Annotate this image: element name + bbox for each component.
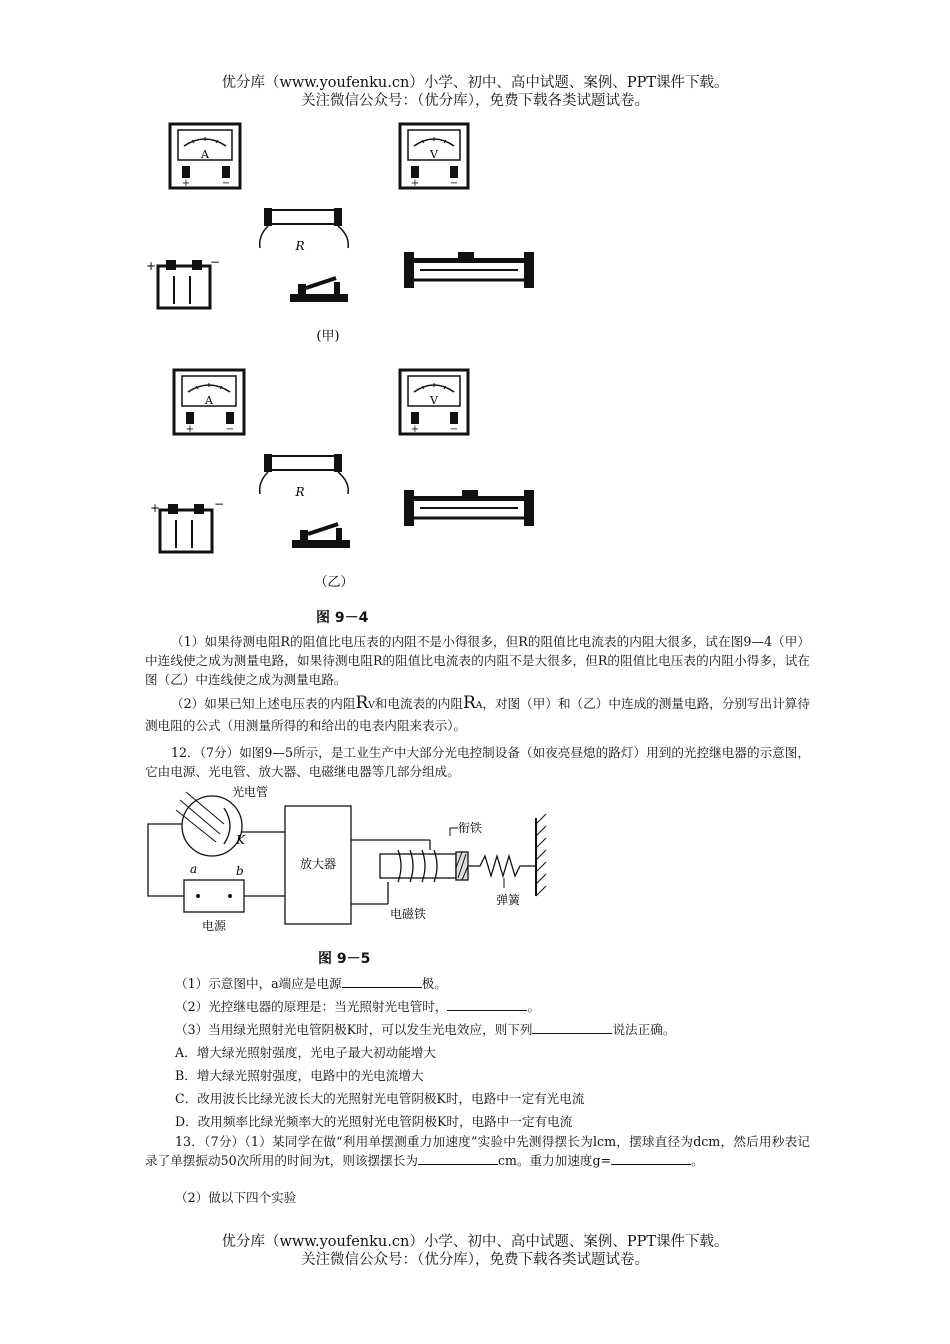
battery-plus: + [150, 501, 161, 515]
answer-blank[interactable] [342, 975, 422, 988]
resistor-label: R [295, 239, 305, 253]
q12-intro: 12．（7分）如图9—5所示，是工业生产中大部分光电控制设备（如夜亮昼熄的路灯）用到的光控继电器的示意图，它由电源、光电管、放大器、电磁继电器等几部分组成。 [145, 745, 810, 779]
figure-9-4-caption: 图 9－4 [316, 610, 369, 626]
q12-sub2-suffix: 。 [527, 999, 541, 1014]
ammeter [174, 370, 244, 435]
q13-part2: （2）做以下四个实验 [175, 1190, 297, 1205]
q13-part1-suffix: 。 [691, 1153, 704, 1168]
figure-9-5 [140, 780, 560, 940]
option-d: D．改用频率比绿光频率大的光照射光电管阴极K时，电路中一定有电流 [175, 1114, 573, 1129]
battery-plus: + [146, 259, 157, 273]
q12-sub3-suffix: 说法正确。 [612, 1022, 676, 1037]
option-a: A．增大绿光照射强度，光电子最大初动能增大 [175, 1045, 436, 1060]
footer-line-2: 关注微信公众号：（优分库），免费下载各类试题试卷。 [301, 1252, 649, 1268]
svg-text:+: + [181, 178, 191, 189]
svg-text:+: + [410, 178, 420, 189]
amplifier-label: 放大器 [299, 857, 337, 871]
option-b: B．增大绿光照射强度，电路中的光电流增大 [175, 1068, 424, 1083]
ammeter [170, 124, 240, 189]
panel-a-label: (甲) [316, 329, 340, 344]
voltmeter [400, 124, 468, 189]
q12-sub1 [145, 974, 810, 993]
figure-9-5-caption: 图 9－5 [318, 951, 371, 967]
spring [468, 856, 536, 907]
panel-b-label: （乙） [314, 575, 354, 590]
answer-blank[interactable] [532, 1021, 612, 1034]
svg-text:−: − [221, 178, 231, 189]
q12-sub3 [145, 1020, 810, 1039]
option-c: C．改用波长比绿光波长大的光照射光电管阴极K时，电路中一定有光电流 [175, 1091, 585, 1106]
header-line-1: 优分库（www.youfenku.cn）小学、初中、高中试题、案例、PPT课件下载。 [221, 75, 729, 91]
svg-text:+: + [185, 424, 195, 435]
battery [146, 255, 220, 308]
resistor [260, 208, 349, 253]
resistor [260, 454, 349, 499]
ra-subscript: A [475, 701, 483, 711]
q11-part2-c: ，对图（甲）和（乙）中连成的测量电路，分别写出计算待测电阻的公式（用测量所得的和给出的电表内阻来表示）。 [145, 696, 811, 733]
figure-9-4-panel-b [140, 364, 560, 596]
q13-part1 [145, 1132, 810, 1170]
battery-minus: − [214, 497, 225, 511]
resistor-label: R [295, 485, 305, 499]
armature-label: 衔铁 [458, 821, 483, 835]
q11-part1: （1）如果待测电阻R的阻值比电压表的内阻不是小得很多，但R的阻值比电流表的内阻大很多，试在图9—4（甲）中连线使之成为测量电路，如果待测电阻R的阻值比电流表的内阻不是大很多，但R的阻值比电压表的内阻小得多，试在图（乙）中连线使之成为测量电路。 [145, 634, 810, 687]
amplifier [285, 806, 351, 924]
rheostat [404, 252, 534, 288]
cathode-k-label: K [236, 833, 245, 847]
wall [536, 814, 546, 896]
voltmeter-label: V [430, 394, 438, 407]
ra-symbol: R [463, 693, 476, 713]
svg-text:−: − [449, 178, 459, 189]
switch [290, 278, 348, 302]
phototube-label: 光电管 [232, 785, 269, 799]
q13-part1-mid: cm。重力加速度g= [497, 1153, 612, 1168]
phototube [176, 784, 268, 856]
figure-9-4-panel-a [140, 118, 560, 350]
voltmeter-label: V [430, 148, 438, 161]
electromagnet [380, 840, 456, 921]
svg-text:−: − [225, 424, 235, 435]
q12-sub1-suffix: 极。 [421, 976, 447, 991]
ammeter-label: A [205, 394, 213, 407]
ammeter-label: A [201, 148, 209, 161]
q11-part2-a: （2）如果已知上述电压表的内阻 [171, 696, 356, 711]
voltmeter [400, 370, 468, 435]
q11-part2 [145, 694, 810, 735]
svg-text:−: − [449, 424, 459, 435]
q12-sub2-text: （2）光控继电器的原理是：当光照射光电管时， [175, 999, 448, 1014]
header-line-2: 关注微信公众号：（优分库），免费下载各类试题试卷。 [301, 93, 649, 109]
q13-part1-text: 13．（7分）（1）某同学在做“利用单摆测重力加速度”实验中先测得摆长为lcm，摆球直径为dcm，然后用秒表记录了单摆振动50次所用的时间为t，则该摆摆长为 [145, 1134, 810, 1168]
electromagnet-label: 电磁铁 [390, 907, 427, 921]
terminal-a-label: a [190, 862, 198, 876]
rv-symbol: R [355, 693, 369, 713]
terminal-b-label: b [236, 864, 244, 878]
battery [150, 497, 224, 552]
q12-sub1-text: （1）示意图中，a端应是电源 [175, 976, 342, 991]
switch [292, 524, 350, 548]
battery-minus: − [210, 255, 221, 269]
power-supply [184, 862, 244, 933]
answer-blank[interactable] [611, 1152, 691, 1165]
answer-blank[interactable] [418, 1152, 498, 1165]
q12-sub3-text: （3）当用绿光照射光电管阴极K时，可以发生光电效应，则下列 [175, 1022, 533, 1037]
rheostat [404, 490, 534, 526]
q11-part2-b: 和电流表的内阻 [374, 696, 464, 711]
answer-blank[interactable] [447, 998, 527, 1011]
q12-sub2 [145, 997, 810, 1016]
spring-label: 弹簧 [496, 893, 521, 907]
svg-text:+: + [410, 424, 420, 435]
footer-line-1: 优分库（www.youfenku.cn）小学、初中、高中试题、案例、PPT课件下载。 [221, 1234, 729, 1250]
rv-subscript: V [368, 701, 375, 711]
power-supply-label: 电源 [201, 919, 227, 933]
